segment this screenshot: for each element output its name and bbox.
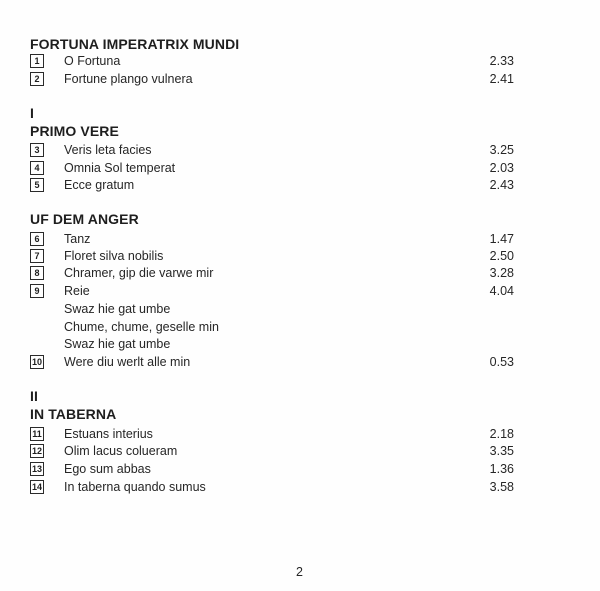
track-title: Omnia Sol temperat: [64, 161, 176, 175]
track-title: Fortune plango vulnera: [64, 72, 193, 86]
track-duration: 2.18: [489, 427, 514, 441]
track-row: [30, 283, 514, 301]
track-title: Were diu werlt alle min: [64, 355, 191, 369]
track-duration: 3.58: [489, 480, 514, 494]
track-duration: 1.36: [489, 462, 514, 476]
page-number: 2: [296, 565, 303, 579]
track-row: [30, 177, 514, 195]
track-number: 7: [30, 249, 44, 263]
track-number: 1: [30, 54, 44, 68]
track-title: Estuans interius: [64, 427, 153, 441]
track-number: 12: [31, 446, 42, 456]
track-duration: 2.33: [489, 54, 514, 68]
track-row: [30, 426, 514, 444]
track-title: Chramer, gip die varwe mir: [64, 266, 214, 280]
track-number: 6: [30, 232, 44, 246]
track-number: 13: [31, 464, 42, 474]
track-row: [30, 231, 514, 249]
track-row: [30, 160, 514, 178]
track-title: Tanz: [64, 232, 91, 246]
section-heading: UF DEM ANGER: [30, 211, 139, 227]
track-duration: 2.50: [489, 249, 514, 263]
track-number: 3: [30, 143, 44, 157]
track-number: 9: [30, 284, 44, 298]
track-number: 8: [30, 266, 44, 280]
track-number: 10: [31, 357, 42, 367]
track-number: 11: [30, 427, 44, 441]
track-title: O Fortuna: [64, 54, 121, 68]
section-heading: PRIMO VERE: [30, 123, 119, 139]
track-row: [30, 248, 514, 266]
track-title: Floret silva nobilis: [64, 249, 164, 263]
track-duration: 2.03: [489, 161, 514, 175]
track-row: [30, 479, 514, 497]
track-duration: 1.47: [489, 232, 514, 246]
track-title: Reie: [64, 284, 90, 298]
part-number: I: [30, 105, 34, 121]
track-subtitle: Swaz hie gat umbe: [64, 302, 171, 316]
track-row: [30, 265, 514, 283]
track-duration: 2.43: [489, 178, 514, 192]
track-title: Ecce gratum: [64, 178, 135, 192]
track-row: [30, 443, 514, 461]
track-row: [30, 354, 514, 372]
track-subtitle: Chume, chume, geselle min: [64, 320, 219, 334]
track-number: 4: [30, 161, 44, 175]
section-heading: FORTUNA IMPERATRIX MUNDI: [30, 36, 240, 52]
track-duration: 3.35: [489, 444, 514, 458]
track-row: [30, 71, 514, 89]
track-number: 14: [31, 482, 42, 492]
track-duration: 0.53: [489, 355, 514, 369]
track-duration: 4.04: [489, 284, 514, 298]
track-title: Olim lacus colueram: [64, 444, 178, 458]
track-duration: 2.41: [489, 72, 514, 86]
section-heading: IN TABERNA: [30, 406, 117, 422]
track-title: Veris leta facies: [64, 143, 152, 157]
track-row: [30, 461, 514, 479]
track-title: Ego sum abbas: [64, 462, 151, 476]
track-row: [30, 53, 514, 71]
track-number: 2: [30, 72, 44, 86]
part-number: II: [30, 388, 38, 404]
track-duration: 3.28: [489, 266, 514, 280]
track-subtitle: Swaz hie gat umbe: [64, 337, 171, 351]
track-row: [30, 142, 514, 160]
track-number: 5: [30, 178, 44, 192]
track-title: In taberna quando sumus: [64, 480, 206, 494]
track-duration: 3.25: [489, 143, 514, 157]
